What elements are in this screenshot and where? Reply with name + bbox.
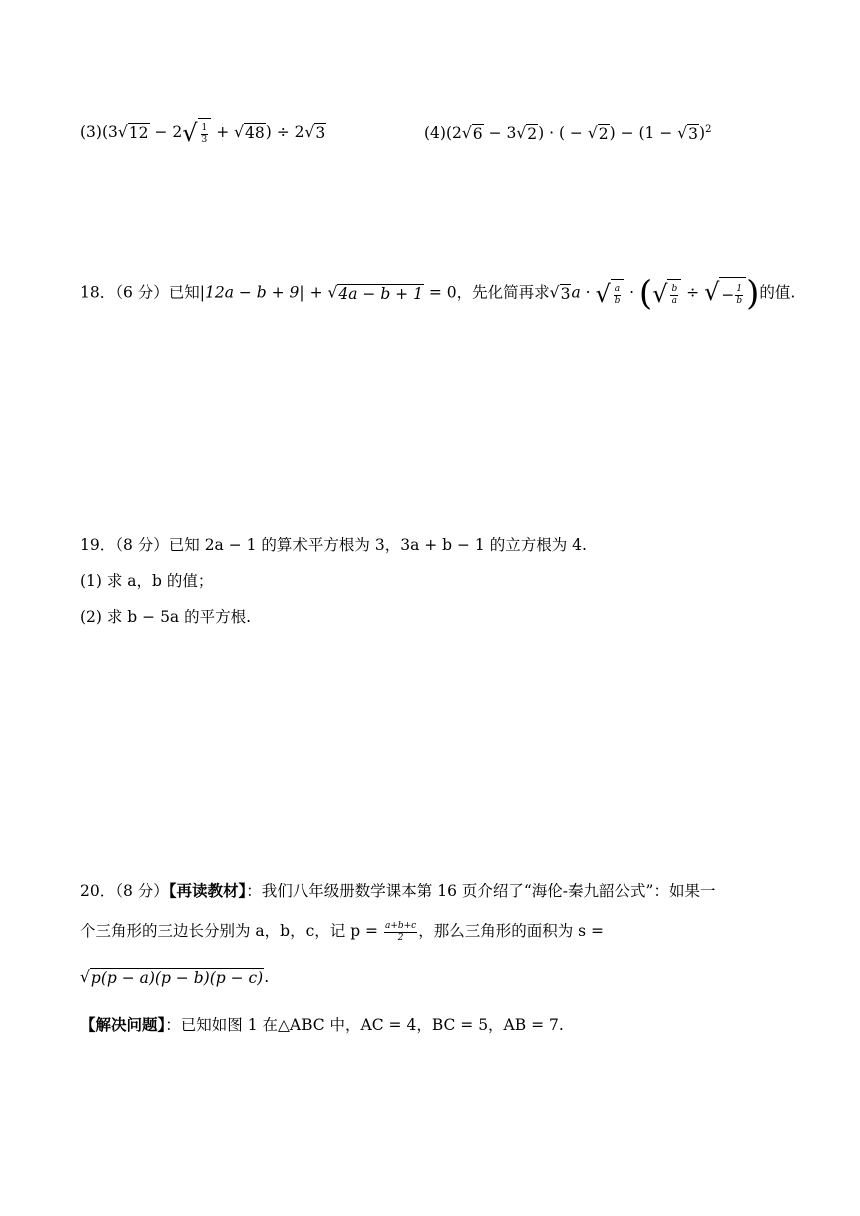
abs-expression: |12a − b + 9| +: [199, 283, 328, 302]
paren: (: [101, 123, 109, 141]
q20-line1: [80, 879, 715, 903]
text: ：我们八年级册数学课本第 16 页介绍了“海伦-秦九韶公式”：如果一: [246, 882, 716, 900]
q19-part2: (2) 求 b − 5a 的平方根.: [80, 608, 252, 626]
section-heading: 【解决问题】: [80, 1015, 166, 1034]
radicand: 3: [688, 125, 699, 144]
radicand: 3: [560, 284, 571, 303]
q20-line3: [80, 965, 269, 990]
operator: +: [211, 123, 235, 141]
right-paren: ): [746, 273, 760, 314]
operator: ) ÷ 2: [265, 123, 305, 141]
coef: 3: [108, 123, 118, 141]
radicand: 6: [472, 125, 483, 144]
variable: a ·: [571, 283, 596, 302]
sqrt-sign: √: [549, 283, 560, 302]
radicand: 4a − b + 1: [338, 284, 423, 303]
question-label: 18．（6 分）已知: [80, 283, 200, 302]
exponent: 2: [705, 124, 712, 135]
period: .: [264, 968, 270, 986]
sqrt-sign: √: [304, 123, 315, 141]
fraction: $\frac{a+b+c}{2}$: [384, 920, 417, 943]
sqrt-sign: √: [234, 123, 244, 141]
text: ，那么三角形的面积为 s =: [418, 922, 605, 940]
section-heading: 【再读教材】: [168, 881, 247, 900]
radicand: 12: [128, 124, 149, 142]
sqrt-sign: √: [327, 283, 338, 302]
part-label: (4): [424, 124, 446, 143]
sqrt-fraction: √ $\frac{a}{b}$: [595, 279, 624, 309]
equation-tail: = 0，先化简再求: [423, 283, 550, 302]
q19-statement: 19．（8 分）已知 2a − 1 的算术平方根为 3，3a + b − 1 的立方根为 4.: [80, 536, 587, 554]
radicand: 3: [315, 124, 326, 142]
radicand: 48: [245, 124, 265, 142]
left-paren: (: [638, 273, 653, 314]
q20-line2: [80, 919, 604, 944]
sqrt-sign: √: [117, 123, 128, 141]
radicand: 2: [598, 125, 609, 144]
sqrt-sign: √: [677, 124, 688, 143]
sqrt-fraction: √ $\frac{1}{3}$: [182, 118, 211, 148]
text: ：已知如图 1 在△ABC 中，AC = 4，BC = 5，AB = 7.: [165, 1016, 564, 1034]
sqrt-sign: √: [80, 968, 90, 986]
q17-part4: [424, 118, 711, 146]
radicand: p(p − a)(p − b)(p − c): [90, 969, 264, 987]
operator: ÷: [681, 283, 705, 302]
paren: (2: [445, 124, 462, 143]
paren: ): [699, 124, 706, 143]
part-label: (3): [80, 123, 102, 141]
q19-part1: (1) 求 a，b 的值；: [80, 572, 214, 590]
radicand: 2: [527, 125, 538, 144]
q20-line4: [80, 1013, 564, 1037]
operator: ·: [624, 283, 639, 302]
sqrt-sign: √: [516, 124, 527, 143]
question-label: 20．（8 分）: [80, 882, 169, 900]
operator: − 3: [483, 124, 517, 143]
q18-statement: [80, 273, 796, 314]
question-tail: 的值.: [759, 283, 796, 302]
sqrt-sign: √: [461, 124, 472, 143]
sqrt-fraction: √ $\frac{b}{a}$: [652, 279, 681, 309]
q17-part3: [80, 118, 326, 148]
operator: ) · ( −: [538, 124, 588, 143]
operator: − 2: [149, 123, 183, 141]
text: 个三角形的三边长分别为 a，b，c，记 p =: [80, 922, 383, 940]
sqrt-fraction: √ − $\frac{1}{b}$: [704, 277, 746, 310]
sqrt-sign: √: [587, 124, 598, 143]
operator: ) − (1 −: [609, 124, 678, 143]
